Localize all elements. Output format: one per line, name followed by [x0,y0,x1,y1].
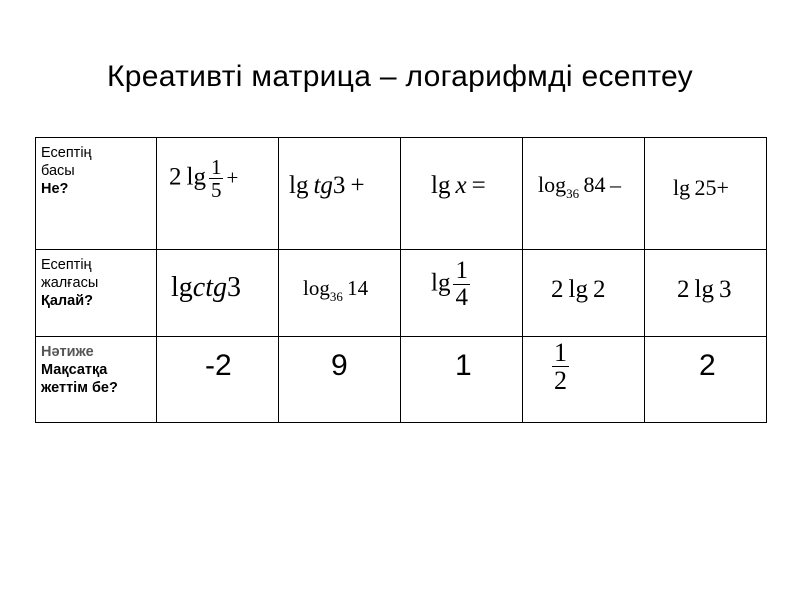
expr-cell-2-5 [645,250,767,337]
expr-cell-1-5 [645,138,767,250]
row-label-method: Есептің жалғасы Қалай? [36,250,157,337]
math-expression: $\log_{36} 84$ – [538,172,621,201]
page-title: Креативті матрица – логарифмді есептеу [107,60,693,93]
expr-cell-2-4 [523,250,645,337]
expr-cell-1-3 [401,138,523,250]
expr-cell-1-1 [157,138,279,250]
table-row-question [36,138,767,250]
row-label-question: Есептің басы Не? [36,138,157,250]
math-expression: 2 lg 3 [677,276,732,303]
result-cell-5: 2 [645,337,767,423]
logarithm-matrix-table [35,137,767,423]
math-expression: lg tg3 + [289,172,365,199]
math-expression: lg $\frac{1}{4}$ [431,257,468,312]
math-expression: $\frac{1}{2}$ [554,338,567,396]
math-expression: lgctg3 [171,272,241,303]
table-row-method [36,250,767,337]
table-row-result [36,337,767,423]
result-cell-1: -2 [157,337,279,423]
math-expression: lg 25+ [673,175,729,200]
expr-cell-2-2 [279,250,401,337]
math-expression: 2 lg $\frac{1}{5}$ + [169,155,239,203]
result-cell-3: 1 [401,337,523,423]
result-cell-4 [523,337,645,423]
expr-cell-1-2 [279,138,401,250]
expr-cell-2-1 [157,250,279,337]
expr-cell-1-4 [523,138,645,250]
result-cell-2: 9 [279,337,401,423]
math-expression: lg x = [431,172,486,199]
row-label-result: Нәтиже Мақсатқа жеттім бе? [36,337,157,423]
expr-cell-2-3 [401,250,523,337]
math-expression: $\log_{36} 14$ [303,276,369,304]
math-expression: 2 lg 2 [551,276,606,303]
